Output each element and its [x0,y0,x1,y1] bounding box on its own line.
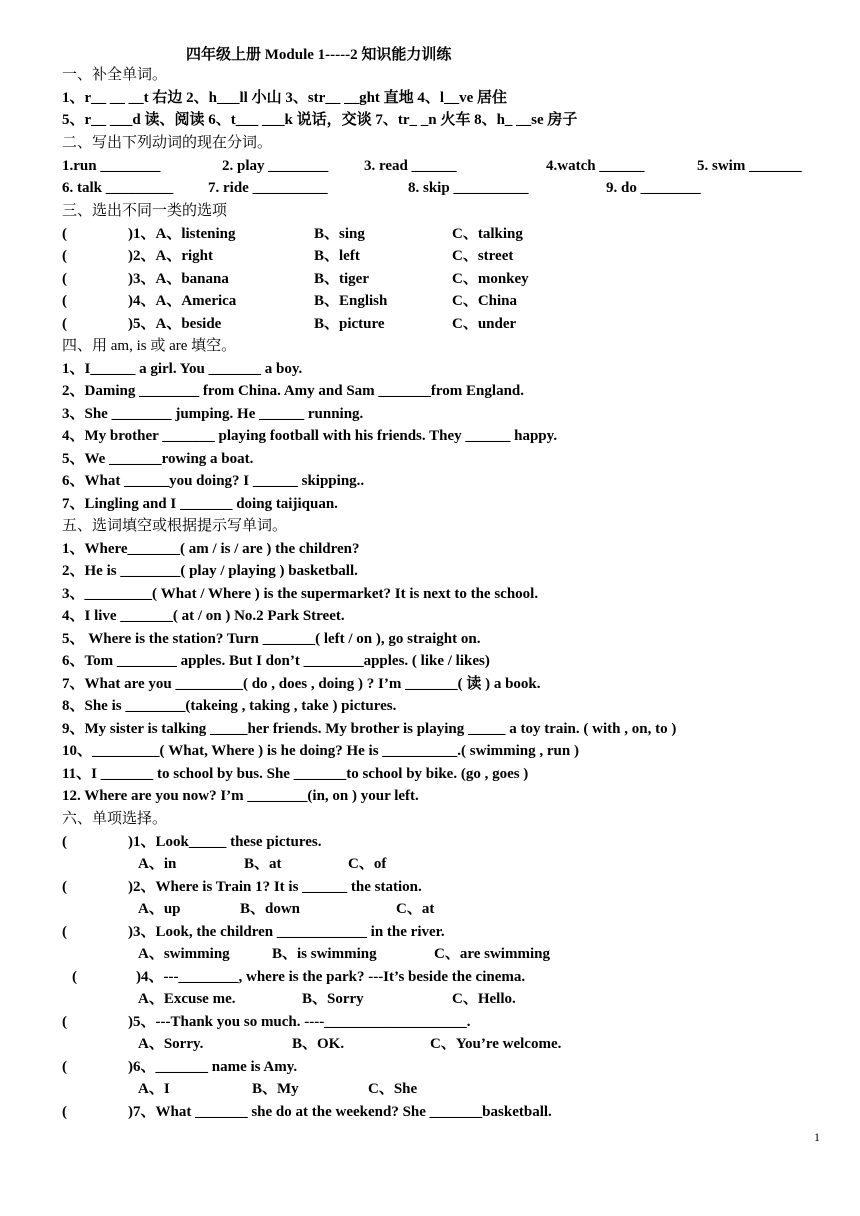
s5-question: 3、_________( What / Where ) is the supermarket? It is next to the school. [62,586,539,602]
s6-question-text: )7、What _______ she do at the weekend? She _______basketball. [128,1104,552,1120]
answer-bracket: ( [72,969,77,985]
answer-bracket: ( [62,879,67,895]
s6-question [62,832,832,852]
s3-option: B、sing [314,226,365,242]
s6-option: C、She [368,1081,418,1097]
s6-question-text: )1、Look_____ these pictures. [128,834,322,850]
s5-question: 8、She is ________(takeing , taking , take ) pictures. [62,698,397,714]
s6-option: A、swimming [138,946,230,962]
s2-item: 3. read ______ [364,158,457,174]
s3-question [62,246,832,266]
s4-question: 1、I______ a girl. You _______ a boy. [62,361,303,377]
s6-question-text: )5、---Thank you so much. ----___________________. [128,1014,471,1030]
s6-option: A、Sorry. [138,1036,204,1052]
s6-question-text: )4、---________, where is the park? ---It’s beside the cinema. [136,969,526,985]
s6-question-text: )6、_______ name is Amy. [128,1059,298,1075]
answer-bracket: ( [62,1059,67,1075]
s2-item: 7. ride __________ [208,180,328,196]
page-title: 四年级上册 Module 1-----2 知识能力训练 [186,47,452,63]
s3-option: B、left [314,248,360,264]
section-4-header: 四、用 am, is 或 are 填空。 [62,338,237,354]
s6-options [62,1034,832,1054]
s5-question: 9、My sister is talking _____her friends. My brother is playing _____ a toy train. ( with , on, to ) [62,721,677,737]
s6-question-text: )2、Where is Train 1? It is ______ the station. [128,879,422,895]
s6-options [62,854,832,874]
s6-option: B、at [244,856,282,872]
s3-question [62,269,832,289]
s6-option: B、down [240,901,301,917]
section-1-line-2: 5、r__ ___d 读、阅读 6、t___ ___k 说话，交谈 7、tr_ _n 火车 8、h_ __se 房子 [62,112,578,128]
s3-option: )5、A、beside [128,316,222,332]
s6-option: C、You’re welcome. [430,1036,562,1052]
s5-question: 1、Where_______( am / is / are ) the children? [62,541,360,557]
s5-question: 6、Tom ________ apples. But I don’t ________apples. ( like / likes) [62,653,490,669]
s3-option: C、street [452,248,514,264]
s4-question: 2、Daming ________ from China. Amy and Sam _______from England. [62,383,524,399]
s5-question: 2、He is ________( play / playing ) basketball. [62,563,358,579]
s4-question: 4、My brother _______ playing football with his friends. They ______ happy. [62,428,558,444]
s5-question: 10、_________( What, Where ) is he doing? He is __________.( swimming , run ) [62,743,579,759]
s6-options [62,1079,832,1099]
s6-option: B、Sorry [302,991,364,1007]
s2-item: 6. talk _________ [62,180,174,196]
s3-option: C、China [452,293,518,309]
s6-question-text: )3、Look, the children ____________ in the river. [128,924,445,940]
answer-bracket: ( [62,293,67,309]
s6-option: A、in [138,856,177,872]
answer-bracket: ( [62,271,67,287]
s6-option: A、Excuse me. [138,991,236,1007]
s3-option: )4、A、America [128,293,237,309]
s3-option: C、under [452,316,517,332]
page-number: 1 [814,1130,820,1144]
answer-bracket: ( [62,924,67,940]
s4-question: 3、She ________ jumping. He ______ running. [62,406,364,422]
section-2-header: 二、写出下列动词的现在分词。 [62,135,273,151]
s3-option: )3、A、banana [128,271,229,287]
s6-option: C、of [348,856,387,872]
answer-bracket: ( [62,248,67,264]
s3-option: B、tiger [314,271,369,287]
s6-option: C、Hello. [452,991,516,1007]
s6-question [62,877,832,897]
s3-option: C、talking [452,226,523,242]
s4-question: 6、What ______you doing? I ______ skipping.. [62,473,365,489]
answer-bracket: ( [62,316,67,332]
s2-item: 2. play ________ [222,158,329,174]
s6-option: C、are swimming [434,946,550,962]
s6-option: A、up [138,901,181,917]
s3-option: B、picture [314,316,385,332]
section-2-row-2 [62,178,832,198]
s6-options [62,899,832,919]
section-1-line-1: 1、r__ __ __t 右边 2、h___ll 小山 3、str__ __ght 直地 4、l__ve 居住 [62,90,507,106]
s3-question [62,314,832,334]
s6-question [62,1057,832,1077]
section-3-header: 三、选出不同一类的选项 [62,203,228,219]
s6-option: A、I [138,1081,170,1097]
s5-question: 12. Where are you now? I’m ________(in, on ) your left. [62,788,419,804]
s6-option: B、My [252,1081,299,1097]
answer-bracket: ( [62,834,67,850]
s6-question [62,967,832,987]
s6-question [62,922,832,942]
s2-item: 5. swim _______ [697,158,802,174]
s6-option: B、OK. [292,1036,345,1052]
s3-option: )2、A、right [128,248,213,264]
s2-item: 1.run ________ [62,158,161,174]
section-1-header: 一、补全单词。 [62,67,168,83]
s3-option: )1、A、listening [128,226,236,242]
s5-question: 11、I _______ to school by bus. She _______to school by bike. (go , goes ) [62,766,529,782]
s5-question: 5、 Where is the station? Turn _______( left / on ), go straight on. [62,631,481,647]
s3-question [62,224,832,244]
s3-option: B、English [314,293,388,309]
s6-question [62,1102,832,1122]
s4-question: 7、Lingling and I _______ doing taijiquan. [62,496,338,512]
section-2-row-1 [62,156,832,176]
s6-option: B、is swimming [272,946,377,962]
s6-options [62,989,832,1009]
s2-item: 8. skip __________ [408,180,529,196]
s4-question: 5、We _______rowing a boat. [62,451,254,467]
answer-bracket: ( [62,226,67,242]
s6-option: C、at [396,901,435,917]
s2-item: 4.watch ______ [546,158,645,174]
s5-question: 7、What are you _________( do , does , doing ) ? I’m _______( 读 ) a book. [62,676,541,692]
answer-bracket: ( [62,1104,67,1120]
s3-option: C、monkey [452,271,529,287]
answer-bracket: ( [62,1014,67,1030]
section-6-header: 六、单项选择。 [62,811,168,827]
s6-question [62,1012,832,1032]
section-5-header: 五、选词填空或根据提示写单词。 [62,518,288,534]
s2-item: 9. do ________ [606,180,701,196]
s6-options [62,944,832,964]
s5-question: 4、I live _______( at / on ) No.2 Park Street. [62,608,345,624]
s3-question [62,291,832,311]
